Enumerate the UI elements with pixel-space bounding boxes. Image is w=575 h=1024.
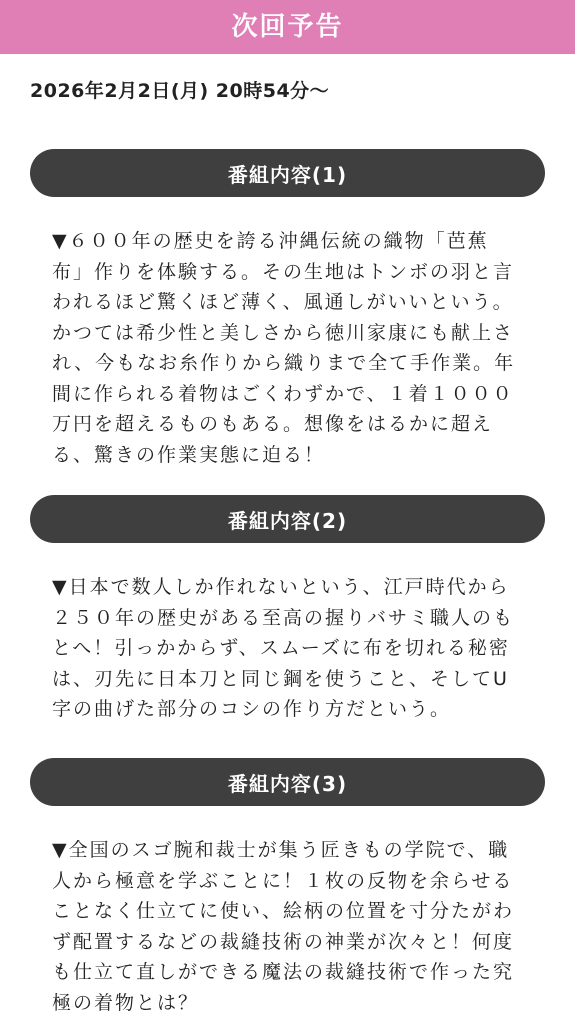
header-bar [0, 0, 575, 54]
page-title: 次回予告 [231, 11, 344, 42]
section-heading-bar-1 [30, 149, 545, 197]
section-body-3: ▼全国のスゴ腕和裁士が集う匠きもの学院で、職人から極意を学ぶことに！１枚の反物を余らせることなく仕立てに使い、絵柄の位置を寸分たがわず配置するなどの裁縫技術の神業が次々と！何度も仕立て直しができる魔法の裁縫技術で作った究極の着物とは？ [52, 839, 515, 1014]
broadcast-datetime: 2026年2月2日(月) 20時54分〜 [30, 80, 330, 102]
section-heading-bar-3 [30, 758, 545, 806]
section-heading-3: 番組内容(3) [227, 771, 348, 796]
section-body-1: ▼６００年の歴史を誇る沖縄伝統の織物「芭蕉布」作りを体験する。その生地はトンボの羽と言われるほど驚くほど薄く、風通しがいいという。かつては希少性と美しさから徳川家康にも献上され、今もなお糸作りから織りまで全て手作業。年間に作られる着物はごくわずかで、１着１０００万円を超えるものもある。想像をはるかに超える、驚きの作業実態に迫る！ [52, 230, 516, 466]
section-heading-2: 番組内容(2) [227, 508, 348, 533]
section-heading-bar-2 [30, 495, 545, 543]
section-body-2: ▼日本で数人しか作れないという、江戸時代から２５０年の歴史がある至高の握りバサミ職人のもとへ！引っかからず、スムーズに布を切れる秘密は、刃先に日本刀と同じ鋼を使うこと、そしてU字の曲げた部分のコシの作り方だという。 [52, 576, 515, 720]
section-heading-1: 番組内容(1) [227, 162, 348, 187]
